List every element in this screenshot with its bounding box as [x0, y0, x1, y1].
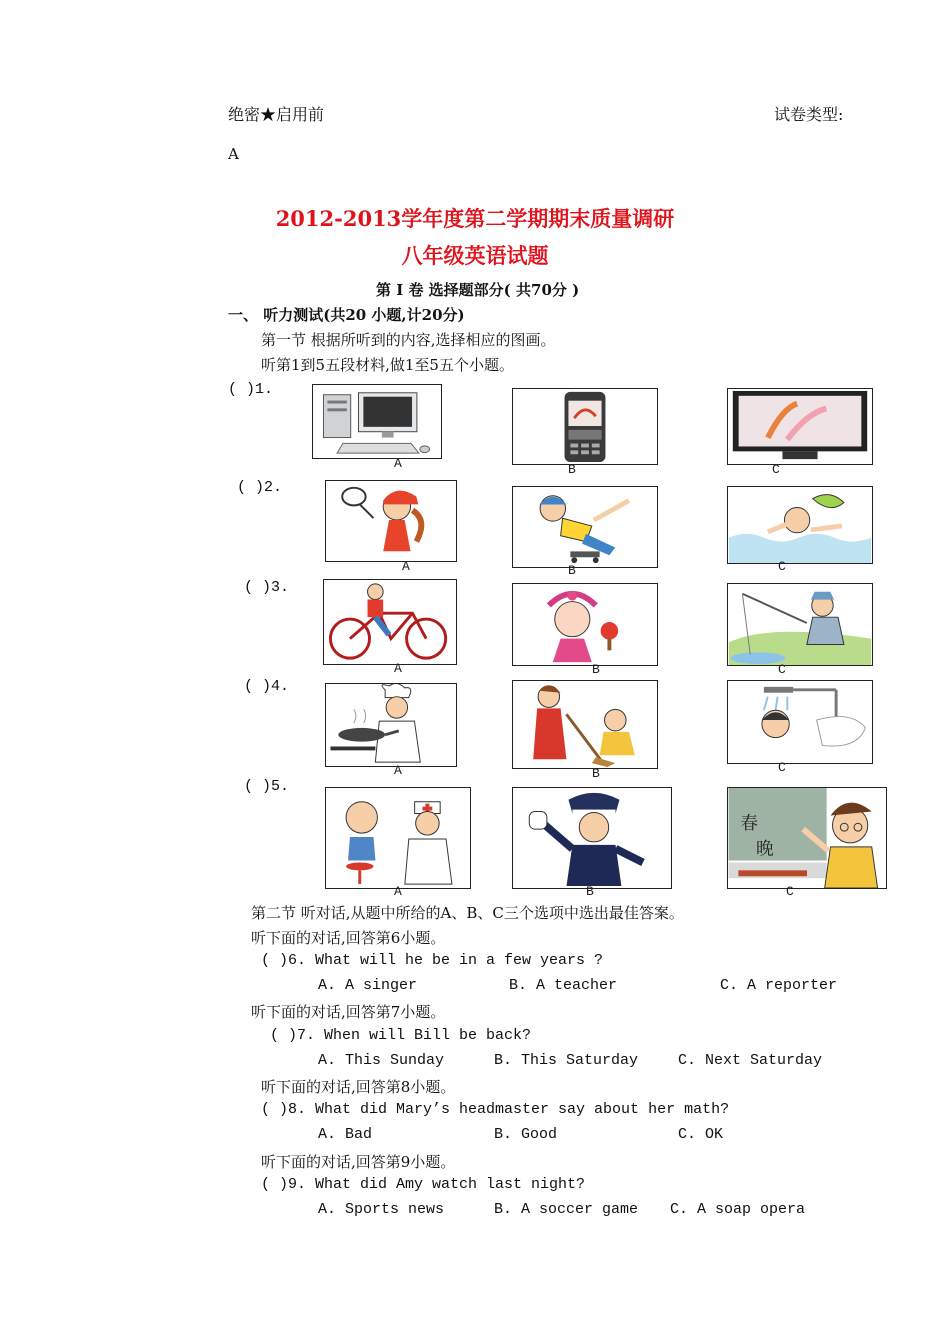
svg-text:晚: 晚	[756, 839, 774, 860]
q4-option-c-shower-image[interactable]	[727, 680, 873, 764]
q7-option-c[interactable]: C. Next Saturday	[678, 1052, 823, 1069]
q4-option-a-label: A	[394, 763, 402, 778]
q9-question: ( )9. What did Amy watch last night?	[261, 1176, 586, 1193]
q9-instruction: 听下面的对话,回答第9小题。	[261, 1153, 456, 1171]
q2-option-c-swimming-image[interactable]	[727, 486, 873, 564]
q3-option-b-label: B	[592, 662, 600, 677]
question-2-label: ( )2.	[237, 479, 283, 496]
q5-option-a-doctor-image[interactable]	[325, 787, 471, 889]
q8-option-a[interactable]: A. Bad	[318, 1126, 373, 1143]
exam-subtitle: 八年级英语试题	[401, 243, 549, 268]
q2-option-a-label: A	[402, 559, 410, 574]
q9-option-c[interactable]: C. A soap opera	[670, 1201, 806, 1218]
q9-option-b[interactable]: B. A soccer game	[494, 1201, 639, 1218]
q6-option-c[interactable]: C. A reporter	[720, 977, 838, 994]
q9-option-a[interactable]: A. Sports news	[318, 1201, 445, 1218]
q5-option-c-label: C	[786, 884, 794, 899]
question-5-label: ( )5.	[244, 778, 290, 795]
paper-type-label: 试卷类型:	[774, 105, 844, 124]
q8-instruction: 听下面的对话,回答第8小题。	[261, 1078, 456, 1096]
section1-instruction: 听第1到5五段材料,做1至5五个小题。	[261, 356, 514, 374]
q5-option-b-policeman-image[interactable]	[512, 787, 672, 889]
confidential-mark: 绝密★启用前	[228, 105, 325, 124]
q1-option-c-label: C	[772, 462, 780, 477]
q6-option-a[interactable]: A. A singer	[318, 977, 418, 994]
q4-option-b-label: B	[592, 766, 600, 781]
q7-option-b[interactable]: B. This Saturday	[494, 1052, 639, 1069]
exam-title: 2012-2013学年度第二学期期末质量调研	[275, 206, 675, 231]
q5-option-a-label: A	[394, 884, 402, 899]
q3-option-c-label: C	[778, 662, 786, 677]
q5-option-b-label: B	[586, 884, 594, 899]
q1-option-c-tv-image[interactable]	[727, 388, 873, 465]
q2-option-b-label: B	[568, 563, 576, 578]
q2-option-c-label: C	[778, 559, 786, 574]
q1-option-a-label: A	[394, 456, 402, 471]
section1-heading: 第一节 根据所听到的内容,选择相应的图画。	[261, 331, 556, 349]
q3-option-a-label: A	[394, 661, 402, 676]
q4-option-b-sweeping-image[interactable]	[512, 680, 658, 769]
q5-option-c-teacher-image[interactable]	[727, 787, 887, 889]
q8-option-c[interactable]: C. OK	[678, 1126, 724, 1143]
q2-option-b-skating-image[interactable]	[512, 486, 658, 568]
question-4-label: ( )4.	[244, 678, 290, 695]
volume-heading: 第 I 卷 选择题部分( 共70分 )	[376, 281, 580, 299]
q6-option-b[interactable]: B. A teacher	[509, 977, 618, 994]
q7-option-a[interactable]: A. This Sunday	[318, 1052, 445, 1069]
q8-option-b[interactable]: B. Good	[494, 1126, 558, 1143]
q7-question: ( )7. When will Bill be back?	[270, 1027, 532, 1044]
q8-question: ( )8. What did Mary’s headmaster say about her math?	[261, 1101, 730, 1118]
q1-option-b-phone-image[interactable]	[512, 388, 658, 465]
q3-option-b-pingpong-image[interactable]	[512, 583, 658, 666]
q2-option-a-tennis-image[interactable]	[325, 480, 457, 562]
question-1-label: ( )1.	[228, 381, 274, 398]
q1-option-b-label: B	[568, 462, 576, 477]
section2-heading: 第二节 听对话,从题中所给的A、B、C三个选项中选出最佳答案。	[251, 904, 684, 922]
q1-option-a-computer-image[interactable]	[312, 384, 442, 459]
q3-option-c-fishing-image[interactable]	[727, 583, 873, 666]
q6-question: ( )6. What will he be in a few years ?	[261, 952, 604, 969]
question-3-label: ( )3.	[244, 579, 290, 596]
q7-instruction: 听下面的对话,回答第7小题。	[251, 1003, 446, 1021]
q4-option-c-label: C	[778, 760, 786, 775]
svg-text:春: 春	[740, 814, 758, 835]
q3-option-a-bike-image[interactable]	[323, 579, 457, 665]
paper-type-value: A	[228, 145, 239, 163]
q4-option-a-chef-image[interactable]	[325, 683, 457, 767]
q6-instruction: 听下面的对话,回答第6小题。	[251, 929, 446, 947]
part-heading: 一、 听力测试(共20 小题,计20分)	[228, 306, 465, 324]
